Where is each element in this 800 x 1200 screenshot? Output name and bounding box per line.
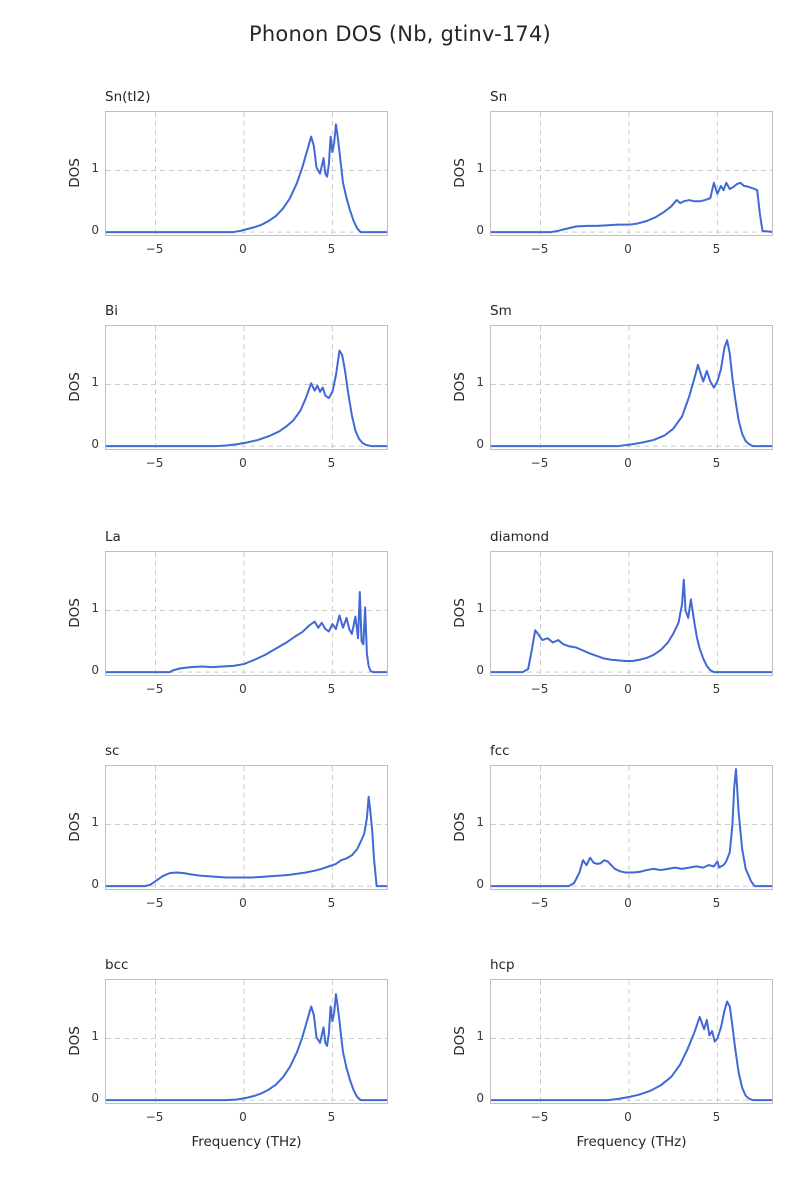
y-axis-label: DOS [67, 371, 83, 402]
x-tick-label: 5 [712, 242, 721, 256]
panel-title: bcc [105, 957, 129, 973]
y-axis-label: DOS [67, 597, 83, 628]
plot-area [105, 979, 388, 1104]
x-axis-label: Frequency (THz) [191, 1134, 302, 1150]
x-tick-label: −5 [145, 1110, 164, 1124]
y-axis-label: DOS [67, 157, 83, 188]
panel-title: Sm [490, 303, 512, 319]
x-tick-label: 0 [239, 242, 247, 256]
y-tick-label: 1 [476, 161, 484, 176]
panel-title: Sn(tI2) [105, 89, 151, 105]
dos-panel [67, 303, 388, 470]
y-tick-label: 0 [91, 437, 99, 452]
x-tick-label: −5 [530, 242, 549, 256]
x-tick-label: 0 [624, 1110, 632, 1124]
y-tick-label: 1 [91, 601, 99, 616]
plot-area [105, 765, 388, 890]
y-tick-label: 0 [91, 877, 99, 892]
y-tick-label: 0 [91, 1091, 99, 1106]
panel-title: Sn [490, 89, 508, 105]
x-tick-label: 5 [712, 1110, 721, 1124]
y-tick-label: 1 [91, 815, 99, 830]
figure-title: Phonon DOS (Nb, gtinv-174) [249, 22, 551, 46]
x-tick-label: −5 [530, 1110, 549, 1124]
x-tick-label: 0 [239, 896, 247, 910]
x-tick-label: 0 [239, 1110, 247, 1124]
dos-panel [67, 743, 388, 910]
x-tick-label: 0 [624, 896, 632, 910]
panel-title: diamond [490, 529, 550, 545]
y-tick-label: 0 [476, 1091, 484, 1106]
x-tick-label: 5 [712, 682, 721, 696]
x-tick-label: 5 [712, 456, 721, 470]
y-tick-label: 1 [476, 601, 484, 616]
y-axis-label: DOS [452, 1025, 468, 1056]
panel-title: Bi [105, 303, 119, 319]
y-tick-label: 0 [476, 877, 484, 892]
x-tick-label: 5 [327, 456, 336, 470]
plot-area [105, 111, 388, 236]
y-tick-label: 1 [476, 375, 484, 390]
x-tick-label: 0 [239, 682, 247, 696]
x-tick-label: −5 [145, 242, 164, 256]
x-tick-label: 5 [327, 896, 336, 910]
panel-title: hcp [490, 957, 515, 973]
x-tick-label: −5 [530, 896, 549, 910]
x-tick-label: −5 [145, 896, 164, 910]
panel-title: La [105, 529, 121, 545]
y-tick-label: 0 [476, 223, 484, 238]
dos-panel [67, 529, 388, 696]
x-tick-label: −5 [145, 456, 164, 470]
dos-panel [452, 529, 773, 696]
y-tick-label: 1 [91, 161, 99, 176]
x-tick-label: 5 [327, 242, 336, 256]
y-axis-label: DOS [452, 597, 468, 628]
x-tick-label: 0 [239, 456, 247, 470]
dos-panel [452, 89, 773, 256]
x-tick-label: −5 [530, 682, 549, 696]
x-tick-label: 0 [624, 242, 632, 256]
y-axis-label: DOS [452, 371, 468, 402]
y-tick-label: 1 [476, 1029, 484, 1044]
plot-area [490, 765, 773, 890]
dos-panel [67, 89, 388, 256]
y-tick-label: 1 [91, 375, 99, 390]
y-axis-label: DOS [452, 811, 468, 842]
x-tick-label: 5 [327, 682, 336, 696]
dos-panel [67, 957, 388, 1150]
dos-panel [452, 303, 773, 470]
x-tick-label: 0 [624, 456, 632, 470]
y-axis-label: DOS [67, 811, 83, 842]
x-tick-label: −5 [530, 456, 549, 470]
y-axis-label: DOS [67, 1025, 83, 1056]
plot-area [490, 551, 773, 676]
y-tick-label: 1 [476, 815, 484, 830]
plot-area [105, 325, 388, 450]
plot-area [490, 111, 773, 236]
x-tick-label: 5 [327, 1110, 336, 1124]
y-tick-label: 0 [476, 663, 484, 678]
y-axis-label: DOS [452, 157, 468, 188]
panel-title: fcc [490, 743, 510, 759]
dos-panel [452, 957, 773, 1150]
x-tick-label: −5 [145, 682, 164, 696]
x-tick-label: 0 [624, 682, 632, 696]
plot-area [490, 979, 773, 1104]
y-tick-label: 1 [91, 1029, 99, 1044]
x-tick-label: 5 [712, 896, 721, 910]
x-axis-label: Frequency (THz) [576, 1134, 687, 1150]
plot-area [105, 551, 388, 676]
y-tick-label: 0 [91, 663, 99, 678]
panel-title: sc [105, 743, 120, 759]
plot-area [490, 325, 773, 450]
y-tick-label: 0 [476, 437, 484, 452]
y-tick-label: 0 [91, 223, 99, 238]
dos-panel [452, 743, 773, 910]
